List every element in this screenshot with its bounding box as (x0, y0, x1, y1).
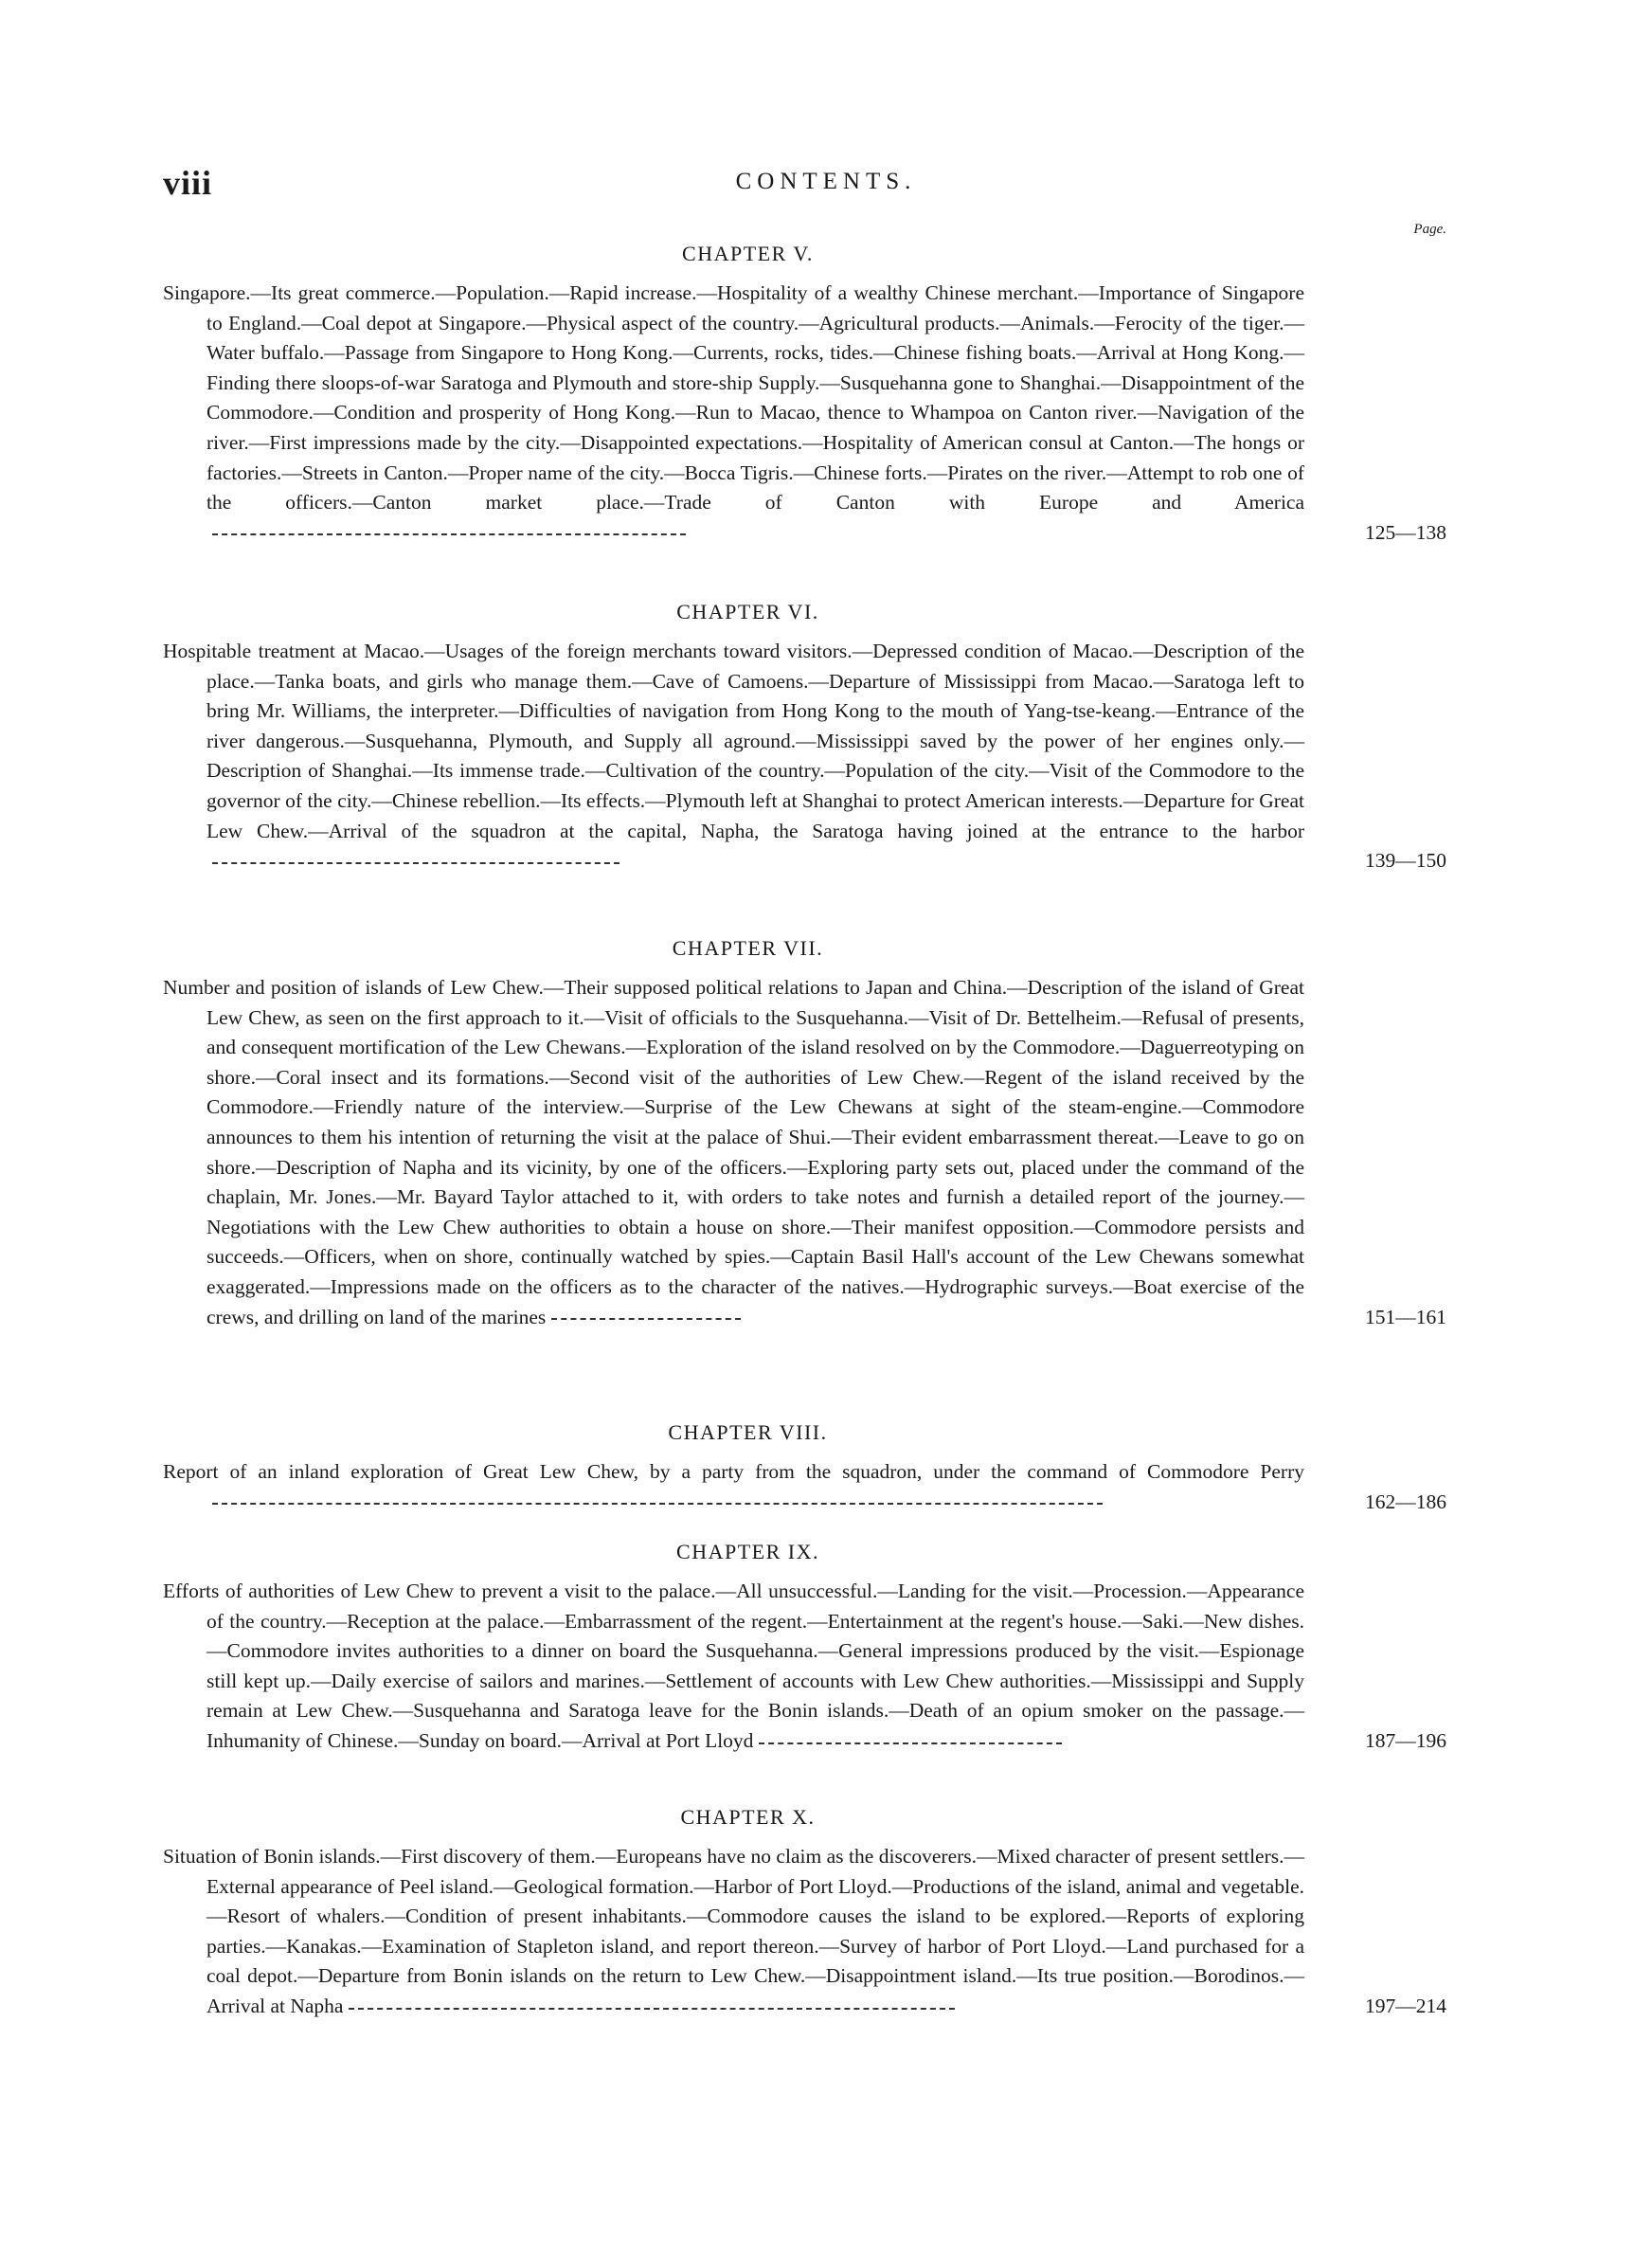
page-range: 151—161 (1365, 1305, 1446, 1328)
chapter-ix (163, 1537, 1446, 1757)
chapter-synopsis (163, 973, 1304, 1332)
dot-leader (212, 533, 686, 535)
chapter-heading: CHAPTER X. (680, 1805, 816, 1829)
chapter-vi (163, 597, 1446, 876)
dot-leader (349, 2007, 955, 2010)
synopsis-text: Hospitable treatment at Macao.—Usages of the foreign merchants toward visitors.—Depressed condition of Macao.—Description of the place.—Tanka boats, and girls who manage them.—Cave of Camoens.—Departure of Mississippi from Macao.—Saratoga left to bring Mr. Williams, the interpreter.—Difficulties of navigation from Hong Kong to the mouth of Yang-tse-keang.—Entrance of the river dangerous.—Susquehanna, Plymouth, and Supply all aground.—Mississippi saved by the power of her engines only.—Description of Shanghai.—Its immense trade.—Cultivation of the country.—Population of the city.—Visit of the Commodore to the governor of the city.—Chinese rebellion.—Its effects.—Plymouth left at Shanghai to protect American interests.—Departure for Great Lew Chew.—Arrival of the squadron at the capital, Napha, the Saratoga having joined at the entrance to the harbor (163, 640, 1304, 842)
page-range: 162—186 (1365, 1490, 1446, 1513)
page-column-label: Page. (1413, 222, 1446, 237)
chapter-synopsis (163, 1457, 1304, 1517)
chapter-heading: CHAPTER IX. (676, 1540, 819, 1563)
chapter-synopsis (163, 279, 1304, 548)
dot-leader (212, 1502, 1103, 1505)
synopsis-text: Efforts of authorities of Lew Chew to prevent a visit to the palace.—All unsuccessful.—Landing for the visit.—Procession.—Appearance of the country.—Reception at the palace.—Embarrassment of the regent.—Entertainment at the regent's house.—Saki.—New dishes.—Commodore invites authorities to a dinner on board the Susquehanna.—General impressions produced by the visit.—Espionage still kept up.—Daily exercise of sailors and marines.—Settlement of accounts with Lew Chew authorities.—Mississippi and Supply remain at Lew Chew.—Susquehanna and Saratoga leave for the Bonin islands.—Death of an opium smoker on the passage.—Inhumanity of Chinese.—Sunday on board.—Arrival at Port Lloyd (163, 1580, 1304, 1752)
dot-leader (759, 1742, 1062, 1744)
page-range: 125—138 (1365, 520, 1446, 544)
toc-entry (163, 637, 1446, 876)
page-range: 197—214 (1365, 1994, 1446, 2017)
toc-entry (163, 1842, 1446, 2022)
dot-leader (551, 1317, 741, 1320)
chapter-viii (163, 1417, 1446, 1517)
toc-entry (163, 973, 1446, 1332)
chapter-x (163, 1802, 1446, 2022)
chapter-synopsis (163, 637, 1304, 876)
synopsis-text: Singapore.—Its great commerce.—Population.—Rapid increase.—Hospitality of a wealthy Chinese merchant.—Importance of Singapore to England.—Coal depot at Singapore.—Physical aspect of the country.—Agricultural products.—Animals.—Ferocity of the tiger.—Water buffalo.—Passage from Singapore to Hong Kong.—Currents, rocks, tides.—Chinese fishing boats.—Arrival at Hong Kong.—Finding there sloops-of-war Saratoga and Plymouth and store-ship Supply.—Susquehanna gone to Shanghai.—Disappointment of the Commodore.—Condition and prosperity of Hong Kong.—Run to Macao, thence to Whampoa on Canton river.—Navigation of the river.—First impressions made by the city.—Disappointed expectations.—Hospitality of American consul at Canton.—The hongs or factories.—Streets in Canton.—Proper name of the city.—Bocca Tigris.—Chinese forts.—Pirates on the river.—Attempt to rob one of the officers.—Canton market place.—Trade of Canton with Europe and America (163, 281, 1304, 515)
dot-leader (212, 861, 620, 864)
toc-entry (163, 1457, 1446, 1517)
chapter-heading: CHAPTER VII. (672, 936, 824, 960)
page-range: 187—196 (1365, 1728, 1446, 1752)
chapter-vii (163, 933, 1446, 1332)
running-head-title: CONTENTS. (735, 169, 917, 194)
chapter-v (163, 239, 1446, 548)
folio-number: viii (163, 164, 213, 202)
chapter-synopsis (163, 1577, 1304, 1757)
chapter-synopsis (163, 1842, 1304, 2022)
chapter-heading: CHAPTER V. (682, 242, 814, 265)
toc-entry (163, 1577, 1446, 1757)
synopsis-text: Situation of Bonin islands.—First discovery of them.—Europeans have no claim as the discoverers.—Mixed character of present settlers.—External appearance of Peel island.—Geological formation.—Harbor of Port Lloyd.—Productions of the island, animal and vegetable.—Resort of whalers.—Condition of present inhabitants.—Commodore causes the island to be explored.—Reports of exploring parties.—Kanakas.—Examination of Stapleton island, and report thereon.—Survey of harbor of Port Lloyd.—Land purchased for a coal depot.—Departure from Bonin islands on the return to Lew Chew.—Disappointment island.—Its true position.—Borodinos.—Arrival at Napha (163, 1845, 1304, 2017)
toc-entry (163, 279, 1446, 548)
synopsis-text: Report of an inland exploration of Great Lew Chew, by a party from the squadron, under the command of Commodore Perry (163, 1460, 1304, 1483)
page-range: 139—150 (1365, 849, 1446, 873)
synopsis-text: Number and position of islands of Lew Chew.—Their supposed political relations to Japan and China.—Description of the island of Great Lew Chew, as seen on the first approach to it.—Visit of officials to the Susquehanna.—Visit of Dr. Bettelheim.—Refusal of presents, and consequent mortification of the Lew Chewans.—Exploration of the island resolved on by the Commodore.—Daguerreotyping on shore.—Coral insect and its formations.—Second visit of the authorities of Lew Chew.—Regent of the island received by the Commodore.—Friendly nature of the interview.—Surprise of the Lew Chewans at sight of the steam-engine.—Commodore announces to them his intention of returning the visit at the palace of Shui.—Their evident embarrassment thereat.—Leave to go on shore.—Description of Napha and its vicinity, by one of the officers.—Exploring party sets out, placed under the command of the chaplain, Mr. Jones.—Mr. Bayard Taylor attached to it, with orders to take notes and furnish a detailed report of the journey.—Negotiations with the Lew Chew authorities to obtain a house on shore.—Their manifest opposition.—Commodore persists and succeeds.—Officers, when on shore, continually watched by spies.—Captain Basil Hall's account of the Lew Chewans somewhat exaggerated.—Impressions made on the officers as to the character of the natives.—Hydrographic surveys.—Boat exercise of the crews, and drilling on land of the marines (163, 976, 1304, 1328)
chapter-heading: CHAPTER VI. (676, 600, 819, 623)
chapter-heading: CHAPTER VIII. (668, 1420, 828, 1444)
